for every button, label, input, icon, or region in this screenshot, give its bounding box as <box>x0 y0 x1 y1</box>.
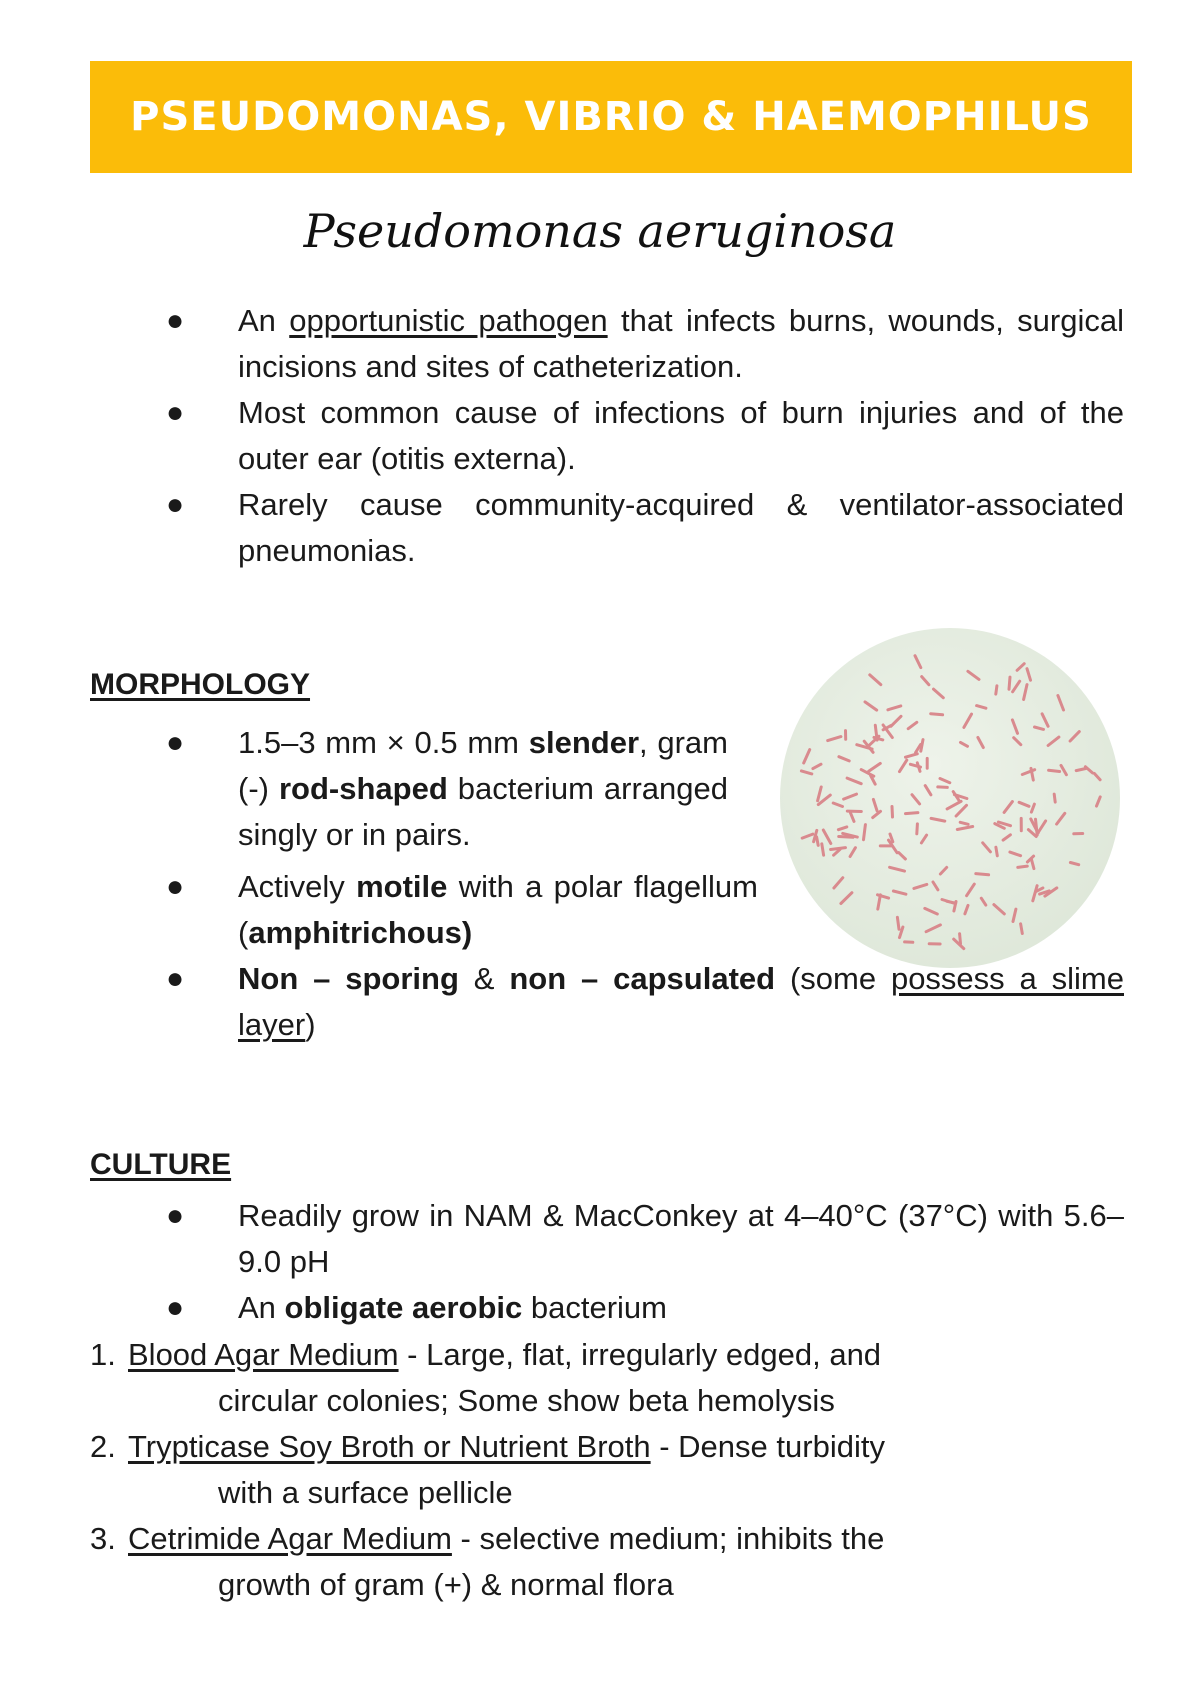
bullet-icon: ● <box>166 870 185 903</box>
bacterium-rod <box>1009 677 1010 689</box>
bullet-icon: ● <box>166 962 185 995</box>
bullet-icon: ● <box>166 488 185 521</box>
culture-heading: CULTURE <box>90 1148 232 1181</box>
page-title: PSEUDOMONAS, VIBRIO & HAEMOPHILUS <box>130 94 1092 140</box>
list-item: ● Actively motile with a polar flagellum (amphitrichous) <box>238 864 758 956</box>
media-list <box>90 1332 1130 1608</box>
species-heading: Pseudomonas aeruginosa <box>303 204 897 258</box>
underlined-term: possess a slime layer <box>238 961 1124 1042</box>
title-banner <box>90 61 1132 173</box>
bacterium-rod <box>931 714 943 715</box>
list-item: 1. Blood Agar Medium - Large, flat, irregularly edged, and circular colonies; Some show beta hemolysis <box>90 1337 882 1418</box>
bullet-icon: ● <box>166 1291 185 1324</box>
bullet-icon: ● <box>166 304 185 337</box>
medium-name: Trypticase Soy Broth or Nutrient Broth <box>128 1429 651 1464</box>
list-item: 2. Trypticase Soy Broth or Nutrient Broth - Dense turbidity with a surface pellicle <box>90 1429 885 1510</box>
list-item: ● Readily grow in NAM & MacConkey at 4–40°C (37°C) with 5.6– 9.0 pH <box>238 1193 1124 1285</box>
medium-name: Blood Agar Medium <box>128 1337 399 1372</box>
list-item: ● 1.5–3 mm × 0.5 mm slender, gram (-) rod-shaped bacterium arranged singly or in pairs. <box>238 720 728 858</box>
culture-list <box>166 1193 1124 1331</box>
bullet-icon: ● <box>166 1199 185 1232</box>
morphology-heading: MORPHOLOGY <box>90 668 311 701</box>
underlined-term: opportunistic pathogen <box>289 303 608 338</box>
bacterium-rod <box>996 686 997 694</box>
bullet-icon: ● <box>166 396 185 429</box>
list-item: ● Rarely cause community-acquired & ventilator-associated pneumonias. <box>238 482 1124 574</box>
intro-list <box>166 298 1124 574</box>
bullet-icon: ● <box>166 726 185 759</box>
list-item: ● An opportunistic pathogen that infects burns, wounds, surgical incisions and sites of catheterization. <box>238 298 1124 390</box>
list-item: ● Most common cause of infections of burn injuries and of the outer ear (otitis externa). <box>238 390 1124 482</box>
medium-name: Cetrimide Agar Medium <box>128 1521 452 1556</box>
morphology-list <box>166 720 1124 1048</box>
list-item: 3. Cetrimide Agar Medium - selective medium; inhibits the growth of gram (+) & normal flora <box>90 1521 885 1602</box>
list-item: ● Non – sporing & non – capsulated (some possess a slime layer) <box>238 956 1124 1048</box>
list-item: ● An obligate aerobic bacterium <box>238 1285 1124 1331</box>
